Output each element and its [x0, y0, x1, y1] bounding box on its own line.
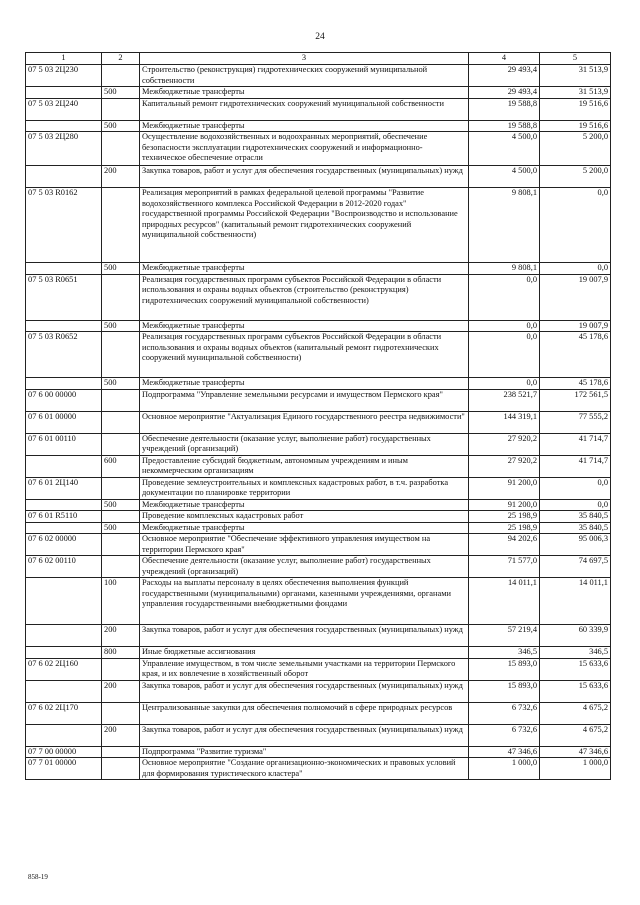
table-row — [26, 455, 611, 477]
amount-year-2: 74 697,5 — [540, 556, 611, 578]
item-name: Межбюджетные трансферты — [140, 378, 469, 390]
amount-year-2: 346,5 — [540, 647, 611, 659]
amount-year-2: 5 200,0 — [540, 166, 611, 188]
amount-year-1: 346,5 — [469, 647, 540, 659]
page-number: 24 — [315, 32, 325, 42]
amount-year-1: 238 521,7 — [469, 389, 540, 411]
classification-code: 07 5 03 R0651 — [26, 274, 102, 320]
classification-code: 07 5 03 2Ц280 — [26, 132, 102, 166]
amount-year-1: 6 732,6 — [469, 724, 540, 746]
table-row — [26, 120, 611, 132]
item-name: Осуществление водохозяйственных и водоохранных мероприятий, обеспечение безопасности эксплуатации гидротехнических сооружений и информационно-техническое обеспечение отрасли — [140, 132, 469, 166]
classification-code: 07 6 02 00000 — [26, 534, 102, 556]
header-col-2: 2 — [102, 53, 140, 65]
amount-year-1: 4 500,0 — [469, 132, 540, 166]
amount-year-1: 144 319,1 — [469, 411, 540, 433]
classification-code — [26, 263, 102, 275]
amount-year-2: 172 561,5 — [540, 389, 611, 411]
item-name: Реализация мероприятий в рамках федеральной целевой программы "Развитие водохозяйственного комплекса Российской Федерации в 2012-2020 годах" государственной программы Российской Федерации "Воспроизводство и использование природных ресурсов" (капитальный ремонт гидротехнических сооружений муниципальной собственности) — [140, 188, 469, 263]
table-row — [26, 411, 611, 433]
expense-type-code: 500 — [102, 522, 140, 534]
table-row — [26, 320, 611, 332]
amount-year-2: 0,0 — [540, 499, 611, 511]
item-name: Основное мероприятие "Обеспечение эффективного управления имуществом на территории Пермского края" — [140, 534, 469, 556]
table-row — [26, 625, 611, 647]
amount-year-1: 0,0 — [469, 274, 540, 320]
item-name: Межбюджетные трансферты — [140, 263, 469, 275]
amount-year-2: 45 178,6 — [540, 378, 611, 390]
item-name: Межбюджетные трансферты — [140, 320, 469, 332]
item-name: Обеспечение деятельности (оказание услуг, выполнение работ) государственных учреждений (организаций) — [140, 556, 469, 578]
classification-code — [26, 455, 102, 477]
classification-code: 07 6 01 00110 — [26, 433, 102, 455]
amount-year-1: 0,0 — [469, 332, 540, 378]
table-row — [26, 378, 611, 390]
table-row — [26, 724, 611, 746]
header-row — [26, 53, 611, 65]
table-row — [26, 65, 611, 87]
amount-year-1: 15 893,0 — [469, 658, 540, 680]
amount-year-1: 27 920,2 — [469, 455, 540, 477]
item-name: Основное мероприятие "Создание организационно-экономических и правовых условий для формирования туристического кластера" — [140, 758, 469, 780]
classification-code — [26, 87, 102, 99]
item-name: Межбюджетные трансферты — [140, 499, 469, 511]
amount-year-2: 15 633,6 — [540, 680, 611, 702]
amount-year-2: 19 516,6 — [540, 98, 611, 120]
item-name: Централизованные закупки для обеспечения полномочий в сфере природных ресурсов — [140, 702, 469, 724]
expense-type-code: 500 — [102, 87, 140, 99]
classification-code — [26, 680, 102, 702]
amount-year-2: 41 714,7 — [540, 455, 611, 477]
expense-type-code: 500 — [102, 120, 140, 132]
table-row — [26, 647, 611, 659]
classification-code — [26, 378, 102, 390]
amount-year-1: 94 202,6 — [469, 534, 540, 556]
table-row — [26, 87, 611, 99]
classification-code: 07 6 01 R5110 — [26, 511, 102, 523]
amount-year-2: 41 714,7 — [540, 433, 611, 455]
amount-year-2: 31 513,9 — [540, 87, 611, 99]
expense-type-code — [102, 511, 140, 523]
amount-year-2: 60 339,9 — [540, 625, 611, 647]
item-name: Обеспечение деятельности (оказание услуг, выполнение работ) государственных учреждений (организаций) — [140, 433, 469, 455]
expense-type-code: 200 — [102, 724, 140, 746]
table-row — [26, 166, 611, 188]
expense-type-code: 500 — [102, 320, 140, 332]
classification-code — [26, 522, 102, 534]
expense-type-code — [102, 65, 140, 87]
amount-year-1: 0,0 — [469, 320, 540, 332]
header-col-1: 1 — [26, 53, 102, 65]
footer-code: 858-19 — [28, 873, 48, 881]
header-col-5: 5 — [540, 53, 611, 65]
classification-code: 07 5 03 2Ц240 — [26, 98, 102, 120]
classification-code: 07 6 02 2Ц160 — [26, 658, 102, 680]
header-col-4: 4 — [469, 53, 540, 65]
item-name: Закупка товаров, работ и услуг для обеспечения государственных (муниципальных) нужд — [140, 625, 469, 647]
amount-year-1: 47 346,6 — [469, 746, 540, 758]
expense-type-code: 500 — [102, 378, 140, 390]
table-row — [26, 188, 611, 263]
amount-year-2: 77 555,2 — [540, 411, 611, 433]
amount-year-1: 29 493,4 — [469, 65, 540, 87]
item-name: Управление имуществом, в том числе земельными участками на территории Пермского края, и их вовлечение в хозяйственный оборот — [140, 658, 469, 680]
expense-type-code: 200 — [102, 680, 140, 702]
amount-year-1: 6 732,6 — [469, 702, 540, 724]
expense-type-code: 200 — [102, 166, 140, 188]
table-row — [26, 534, 611, 556]
table-row — [26, 499, 611, 511]
expense-type-code: 100 — [102, 578, 140, 625]
expense-type-code: 800 — [102, 647, 140, 659]
table-row — [26, 132, 611, 166]
table-row — [26, 511, 611, 523]
amount-year-1: 25 198,9 — [469, 522, 540, 534]
classification-code — [26, 647, 102, 659]
amount-year-2: 15 633,6 — [540, 658, 611, 680]
expense-type-code — [102, 132, 140, 166]
amount-year-2: 45 178,6 — [540, 332, 611, 378]
expense-type-code — [102, 746, 140, 758]
expense-type-code — [102, 477, 140, 499]
item-name: Основное мероприятие "Актуализация Единого государственного реестра недвижимости" — [140, 411, 469, 433]
item-name: Межбюджетные трансферты — [140, 120, 469, 132]
table-row — [26, 522, 611, 534]
classification-code: 07 7 01 00000 — [26, 758, 102, 780]
item-name: Закупка товаров, работ и услуг для обеспечения государственных (муниципальных) нужд — [140, 724, 469, 746]
amount-year-1: 9 808,1 — [469, 263, 540, 275]
amount-year-2: 0,0 — [540, 477, 611, 499]
amount-year-1: 57 219,4 — [469, 625, 540, 647]
item-name: Закупка товаров, работ и услуг для обеспечения государственных (муниципальных) нужд — [140, 680, 469, 702]
item-name: Реализация государственных программ субъектов Российской Федерации в области использования и охраны водных объектов (капитальный ремонт гидротехнических сооружений муниципальной собственности) — [140, 332, 469, 378]
amount-year-1: 1 000,0 — [469, 758, 540, 780]
item-name: Капитальный ремонт гидротехнических сооружений муниципальной собственности — [140, 98, 469, 120]
classification-code — [26, 120, 102, 132]
expense-type-code — [102, 332, 140, 378]
expense-type-code — [102, 534, 140, 556]
table-row — [26, 477, 611, 499]
classification-code — [26, 166, 102, 188]
item-name: Реализация государственных программ субъектов Российской Федерации в области использования и охраны водных объектов (строительство (реконструкция) гидротехнических сооружений муниципальной собственности) — [140, 274, 469, 320]
amount-year-2: 35 840,5 — [540, 522, 611, 534]
classification-code — [26, 625, 102, 647]
item-name: Проведение землеустроительных и комплексных кадастровых работ, в т.ч. разработка документации по планировке территории — [140, 477, 469, 499]
classification-code: 07 5 03 2Ц230 — [26, 65, 102, 87]
item-name: Подпрограмма "Управление земельными ресурсами и имуществом Пермского края" — [140, 389, 469, 411]
table-row — [26, 758, 611, 780]
table-row — [26, 433, 611, 455]
amount-year-2: 0,0 — [540, 188, 611, 263]
table-row — [26, 332, 611, 378]
table-row — [26, 658, 611, 680]
amount-year-2: 19 007,9 — [540, 320, 611, 332]
classification-code: 07 6 02 2Ц170 — [26, 702, 102, 724]
amount-year-2: 31 513,9 — [540, 65, 611, 87]
amount-year-1: 9 808,1 — [469, 188, 540, 263]
amount-year-1: 15 893,0 — [469, 680, 540, 702]
classification-code: 07 6 00 00000 — [26, 389, 102, 411]
amount-year-1: 14 011,1 — [469, 578, 540, 625]
amount-year-1: 4 500,0 — [469, 166, 540, 188]
expense-type-code — [102, 389, 140, 411]
amount-year-2: 19 516,6 — [540, 120, 611, 132]
amount-year-2: 19 007,9 — [540, 274, 611, 320]
expense-type-code — [102, 702, 140, 724]
expense-type-code: 200 — [102, 625, 140, 647]
budget-table — [25, 52, 611, 780]
expense-type-code — [102, 98, 140, 120]
classification-code: 07 6 01 2Ц140 — [26, 477, 102, 499]
classification-code — [26, 320, 102, 332]
amount-year-1: 25 198,9 — [469, 511, 540, 523]
expense-type-code — [102, 658, 140, 680]
expense-type-code: 500 — [102, 499, 140, 511]
expense-type-code — [102, 411, 140, 433]
table-row — [26, 556, 611, 578]
expense-type-code — [102, 433, 140, 455]
item-name: Иные бюджетные ассигнования — [140, 647, 469, 659]
table-row — [26, 746, 611, 758]
item-name: Предоставление субсидий бюджетным, автономным учреждениям и иным некоммерческим организациям — [140, 455, 469, 477]
classification-code — [26, 578, 102, 625]
amount-year-2: 4 675,2 — [540, 702, 611, 724]
amount-year-1: 27 920,2 — [469, 433, 540, 455]
table-row — [26, 702, 611, 724]
classification-code — [26, 724, 102, 746]
expense-type-code: 600 — [102, 455, 140, 477]
header-col-3: 3 — [140, 53, 469, 65]
amount-year-1: 91 200,0 — [469, 477, 540, 499]
amount-year-2: 95 006,3 — [540, 534, 611, 556]
classification-code: 07 6 02 00110 — [26, 556, 102, 578]
amount-year-2: 47 346,6 — [540, 746, 611, 758]
table-row — [26, 578, 611, 625]
table-row — [26, 98, 611, 120]
table-row — [26, 389, 611, 411]
expense-type-code — [102, 274, 140, 320]
expense-type-code — [102, 556, 140, 578]
amount-year-1: 91 200,0 — [469, 499, 540, 511]
item-name: Межбюджетные трансферты — [140, 87, 469, 99]
table-row — [26, 680, 611, 702]
item-name: Проведение комплексных кадастровых работ — [140, 511, 469, 523]
amount-year-2: 0,0 — [540, 263, 611, 275]
expense-type-code — [102, 188, 140, 263]
amount-year-2: 1 000,0 — [540, 758, 611, 780]
item-name: Подпрограмма "Развитие туризма" — [140, 746, 469, 758]
item-name: Расходы на выплаты персоналу в целях обеспечения выполнения функций государственными (муниципальными) органами, казенными учреждениями, органами управления государственными внебюджетными фондами — [140, 578, 469, 625]
amount-year-1: 19 588,8 — [469, 98, 540, 120]
classification-code: 07 5 03 R0652 — [26, 332, 102, 378]
amount-year-2: 5 200,0 — [540, 132, 611, 166]
amount-year-2: 14 011,1 — [540, 578, 611, 625]
expense-type-code — [102, 758, 140, 780]
table-row — [26, 263, 611, 275]
expense-type-code: 500 — [102, 263, 140, 275]
amount-year-1: 0,0 — [469, 378, 540, 390]
amount-year-1: 29 493,4 — [469, 87, 540, 99]
amount-year-2: 4 675,2 — [540, 724, 611, 746]
classification-code — [26, 499, 102, 511]
classification-code: 07 6 01 00000 — [26, 411, 102, 433]
amount-year-2: 35 840,5 — [540, 511, 611, 523]
item-name: Межбюджетные трансферты — [140, 522, 469, 534]
amount-year-1: 71 577,0 — [469, 556, 540, 578]
item-name: Строительство (реконструкция) гидротехнических сооружений муниципальной собственности — [140, 65, 469, 87]
table-row — [26, 274, 611, 320]
table-body — [26, 65, 611, 780]
budget-table-container — [25, 52, 610, 780]
item-name: Закупка товаров, работ и услуг для обеспечения государственных (муниципальных) нужд — [140, 166, 469, 188]
amount-year-1: 19 588,8 — [469, 120, 540, 132]
classification-code: 07 7 00 00000 — [26, 746, 102, 758]
classification-code: 07 5 03 R0162 — [26, 188, 102, 263]
